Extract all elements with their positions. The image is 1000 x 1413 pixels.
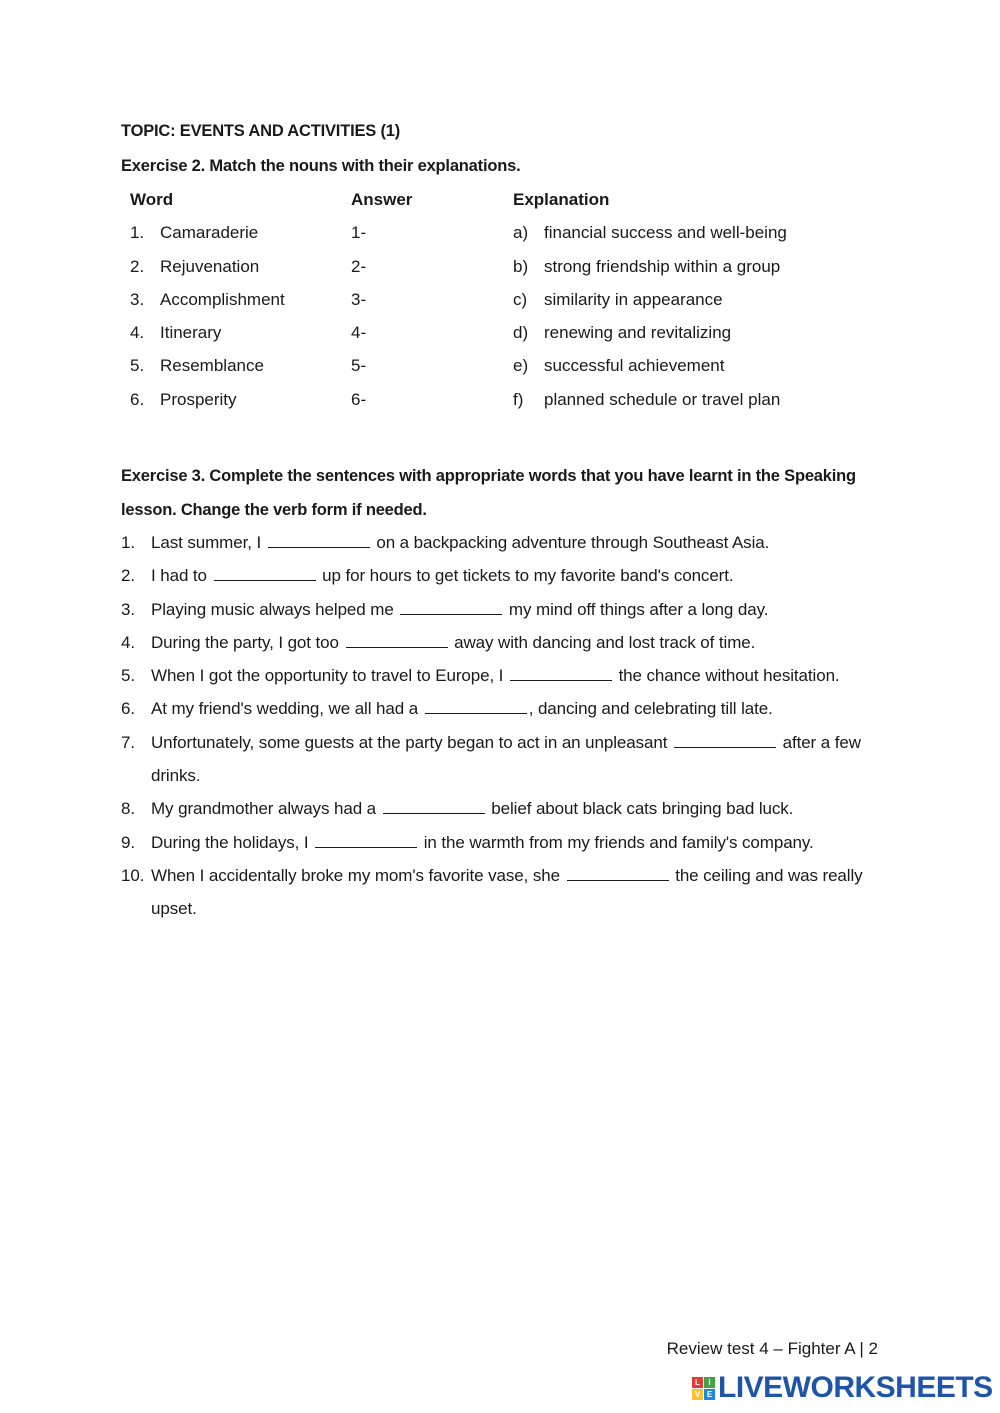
sentence-before: My grandmother always had a bbox=[151, 799, 377, 819]
matching-table bbox=[130, 190, 830, 423]
answer-blank[interactable] bbox=[425, 697, 527, 714]
explanation-cell bbox=[513, 257, 780, 277]
brand-logo bbox=[692, 1371, 993, 1405]
sentence-item bbox=[121, 659, 891, 692]
explanation-letter: e) bbox=[513, 356, 529, 376]
sentence-after: my mind off things after a long day. bbox=[508, 599, 769, 619]
word-text: Resemblance bbox=[160, 356, 264, 376]
sentence-item bbox=[121, 726, 891, 793]
explanation-cell bbox=[513, 290, 723, 310]
explanation-letter: c) bbox=[513, 289, 528, 309]
matching-table-header bbox=[130, 190, 830, 223]
word-number: 2. bbox=[130, 256, 145, 276]
sentence-item bbox=[121, 859, 891, 926]
sentence-after: , dancing and celebrating till late. bbox=[528, 699, 773, 719]
word-number: 6. bbox=[130, 389, 145, 409]
header-answer: Answer bbox=[351, 190, 413, 209]
answer-cell[interactable]: 6- bbox=[351, 389, 367, 409]
sentence-before: Playing music always helped me bbox=[151, 599, 394, 619]
sentence-after: the ceiling and was really upset. bbox=[151, 865, 863, 919]
matching-row bbox=[130, 290, 830, 323]
sentence-item bbox=[121, 559, 891, 592]
sentence-before: During the holidays, I bbox=[151, 832, 309, 852]
answer-blank[interactable] bbox=[567, 864, 669, 881]
sentence-before: When I got the opportunity to travel to Europe, I bbox=[151, 666, 504, 686]
explanation-text: successful achievement bbox=[544, 356, 725, 376]
answer-blank[interactable] bbox=[214, 564, 316, 581]
explanation-text: renewing and revitalizing bbox=[544, 323, 732, 343]
logo-letter-tile: E bbox=[704, 1389, 715, 1400]
explanation-text: financial success and well-being bbox=[544, 223, 787, 243]
matching-row bbox=[130, 257, 830, 290]
explanation-text: strong friendship within a group bbox=[544, 256, 781, 276]
sentence-after: in the warmth from my friends and family's company. bbox=[423, 832, 814, 852]
sentence-item bbox=[121, 626, 891, 659]
logo-letter-tile: L bbox=[692, 1377, 703, 1388]
answer-cell[interactable]: 2- bbox=[351, 256, 367, 276]
header-explanation: Explanation bbox=[513, 190, 610, 209]
word-cell bbox=[130, 323, 221, 343]
word-text: Prosperity bbox=[160, 389, 237, 409]
page-footer: Review test 4 – Fighter A | 2 bbox=[666, 1339, 878, 1358]
sentence-number: 4. bbox=[121, 632, 135, 652]
sentence-number: 3. bbox=[121, 599, 135, 619]
exercise2-title: Exercise 2. Match the nouns with their explanations. bbox=[121, 157, 521, 175]
answer-cell[interactable]: 3- bbox=[351, 289, 367, 309]
sentence-item bbox=[121, 593, 891, 626]
word-text: Rejuvenation bbox=[160, 256, 260, 276]
sentence-item bbox=[121, 526, 891, 559]
sentence-number: 5. bbox=[121, 666, 135, 686]
word-text: Itinerary bbox=[160, 323, 222, 343]
explanation-cell bbox=[513, 223, 787, 243]
answer-blank[interactable] bbox=[510, 664, 612, 681]
sentence-number: 7. bbox=[121, 732, 135, 752]
word-number: 5. bbox=[130, 356, 145, 376]
sentence-before: During the party, I got too bbox=[151, 632, 339, 652]
answer-blank[interactable] bbox=[315, 831, 417, 848]
explanation-letter: d) bbox=[513, 323, 529, 343]
exercise3-title: Exercise 3. Complete the sentences with appropriate words that you have learnt in the Speaking lesson. Change the verb form if needed. bbox=[121, 467, 856, 519]
sentence-item bbox=[121, 692, 891, 725]
sentence-number: 8. bbox=[121, 799, 135, 819]
explanation-cell bbox=[513, 323, 731, 343]
explanation-letter: a) bbox=[513, 223, 529, 243]
explanation-letter: f) bbox=[513, 389, 524, 409]
sentence-after: up for hours to get tickets to my favorite band's concert. bbox=[322, 566, 734, 586]
brand-name: LIVEWORKSHEETS bbox=[718, 1371, 993, 1404]
sentence-after: away with dancing and lost track of time. bbox=[454, 632, 756, 652]
matching-row bbox=[130, 323, 830, 356]
sentence-after: on a backpacking adventure through Southeast Asia. bbox=[376, 533, 770, 552]
sentence-item bbox=[121, 826, 891, 859]
word-text: Accomplishment bbox=[160, 289, 285, 309]
sentence-before: Unfortunately, some guests at the party began to act in an unpleasant bbox=[151, 732, 668, 752]
explanation-text: similarity in appearance bbox=[544, 289, 723, 309]
explanation-letter: b) bbox=[513, 256, 529, 276]
answer-cell[interactable]: 4- bbox=[351, 323, 367, 343]
answer-blank[interactable] bbox=[674, 731, 776, 748]
answer-blank[interactable] bbox=[268, 531, 370, 548]
answer-blank[interactable] bbox=[346, 631, 448, 648]
word-number: 3. bbox=[130, 289, 145, 309]
sentence-list bbox=[121, 526, 891, 926]
sentence-after: the chance without hesitation. bbox=[618, 666, 840, 686]
word-cell bbox=[130, 257, 259, 277]
sentence-after: after a few drinks. bbox=[151, 732, 861, 786]
sentence-before: When I accidentally broke my mom's favorite vase, she bbox=[151, 865, 560, 885]
word-cell bbox=[130, 390, 237, 410]
word-cell bbox=[130, 223, 258, 243]
word-text: Camaraderie bbox=[160, 223, 259, 243]
answer-blank[interactable] bbox=[400, 598, 502, 615]
logo-letter-tile: V bbox=[692, 1389, 703, 1400]
explanation-cell bbox=[513, 356, 724, 376]
word-number: 4. bbox=[130, 323, 145, 343]
explanation-cell bbox=[513, 390, 780, 410]
word-cell bbox=[130, 356, 264, 376]
answer-cell[interactable]: 5- bbox=[351, 356, 367, 376]
matching-row bbox=[130, 356, 830, 389]
liveworksheets-logo-icon bbox=[692, 1377, 715, 1400]
topic-heading: TOPIC: EVENTS AND ACTIVITIES (1) bbox=[121, 122, 401, 140]
matching-row bbox=[130, 223, 830, 256]
sentence-item bbox=[121, 792, 891, 825]
sentence-number: 9. bbox=[121, 832, 135, 852]
sentence-number: 1. bbox=[121, 533, 135, 552]
word-cell bbox=[130, 290, 285, 310]
logo-letter-tile: I bbox=[704, 1377, 715, 1388]
explanation-text: planned schedule or travel plan bbox=[544, 389, 781, 409]
answer-blank[interactable] bbox=[383, 797, 485, 814]
sentence-before: At my friend's wedding, we all had a bbox=[151, 699, 419, 719]
answer-cell[interactable]: 1- bbox=[351, 223, 367, 243]
sentence-before: Last summer, I bbox=[151, 533, 262, 552]
sentence-number: 6. bbox=[121, 699, 135, 719]
matching-row bbox=[130, 390, 830, 423]
word-number: 1. bbox=[130, 223, 145, 243]
sentence-before: I had to bbox=[151, 566, 207, 586]
sentence-number: 2. bbox=[121, 566, 135, 586]
sentence-after: belief about black cats bringing bad luck. bbox=[491, 799, 794, 819]
header-word: Word bbox=[130, 190, 174, 209]
sentence-number: 10. bbox=[121, 865, 145, 885]
